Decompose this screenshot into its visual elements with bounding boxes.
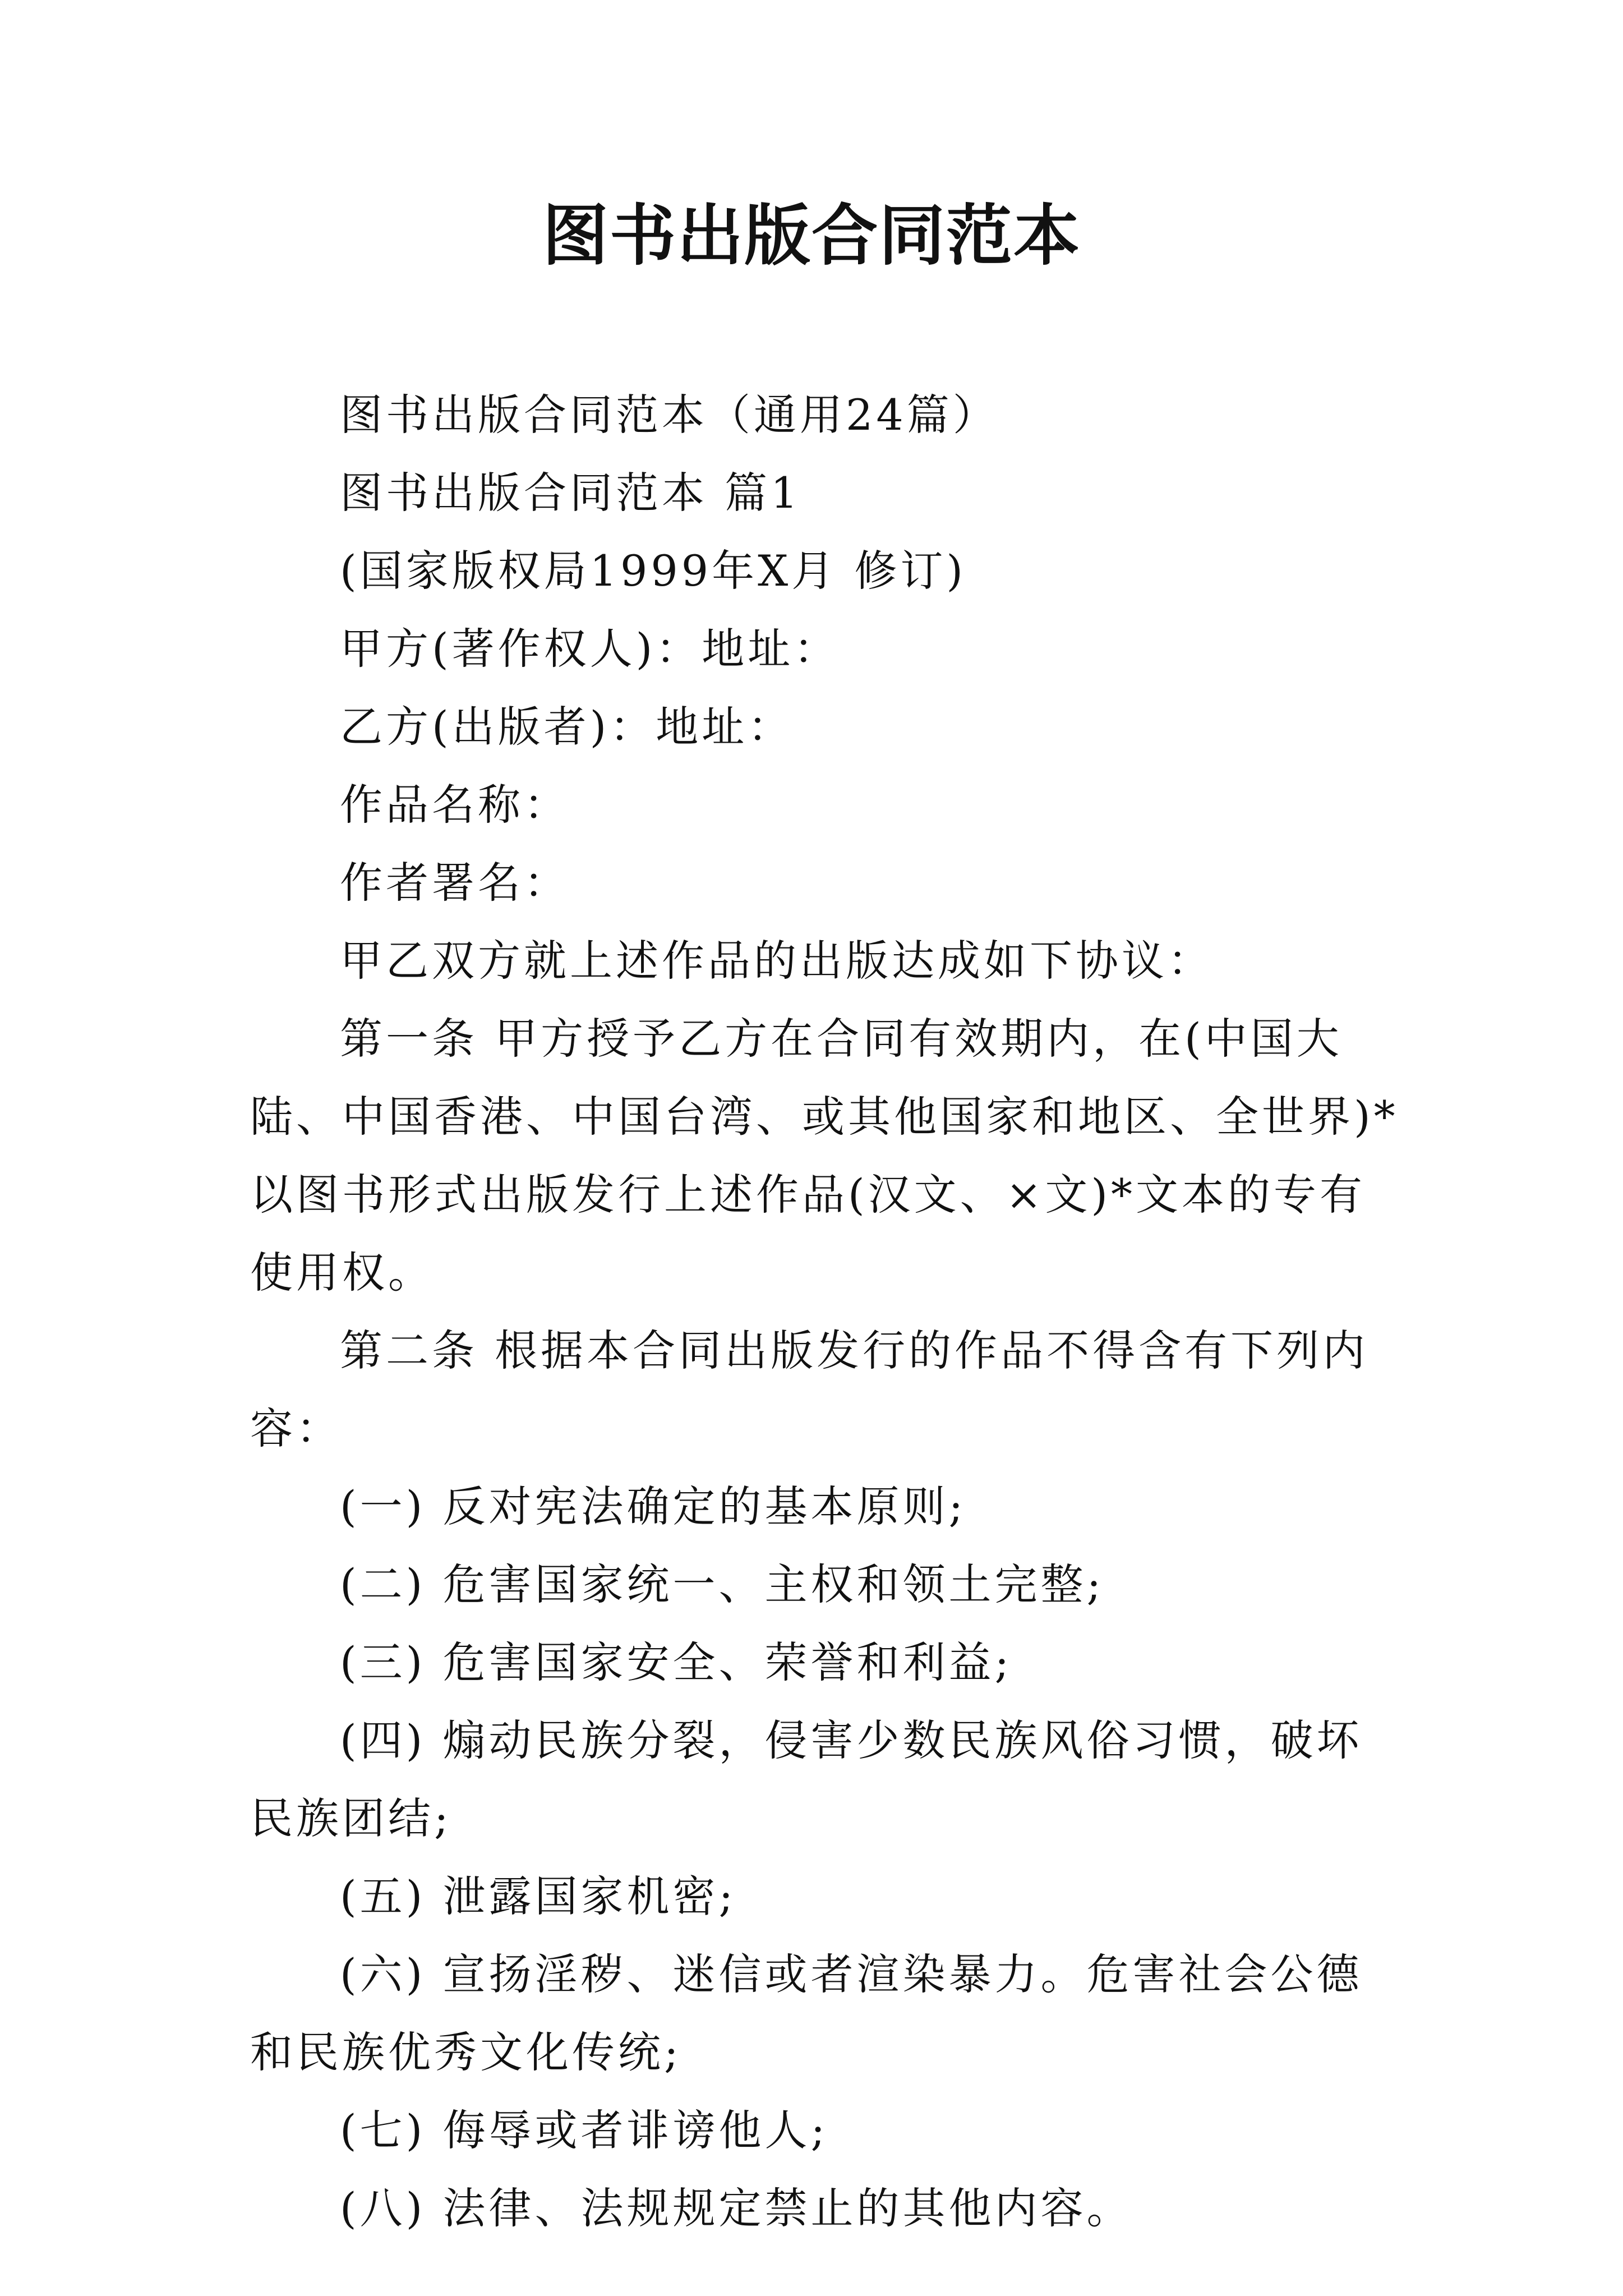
paragraph-party-b: 乙方(出版者)：地址： [340, 702, 794, 752]
paragraph-author-signature: 作者署名： [340, 858, 570, 908]
document-title: 图书出版合同范本 [542, 196, 1081, 274]
list-item-5: (五) 泄露国家机密; [340, 1871, 737, 1921]
paragraph-article-1: 第一条 甲方授予乙方在合同有效期内，在(中国大陆、中国香港、中国台湾、或其他国家和地区、全世界)*以图书形式出版发行上述作品(汉文、×文)*文本的专有使用权。 [250, 1014, 1399, 1297]
list-item-1: (一) 反对宪法确定的基本原则; [340, 1481, 967, 1531]
paragraph-article-2: 第二条 根据本合同出版发行的作品不得含有下列内容： [250, 1326, 1369, 1453]
paragraph-subtitle: 图书出版合同范本（通用24篇） [340, 390, 999, 440]
list-item-3: (三) 危害国家安全、荣誉和利益; [340, 1637, 1013, 1687]
list-item-7: (七) 侮辱或者诽谤他人; [340, 2105, 829, 2155]
list-item-2: (二) 危害国家统一、主权和领土完整; [340, 1559, 1105, 1609]
list-item-8: (八) 法律、法规规定禁止的其他内容。 [340, 2183, 1133, 2233]
paragraph-work-title: 作品名称： [340, 780, 570, 830]
document-body [250, 376, 1405, 2247]
paragraph-party-a: 甲方(著作权人)：地址： [340, 624, 840, 674]
paragraph-revision-note: (国家版权局1999年X月 修订) [340, 546, 966, 596]
paragraph-section-heading: 图书出版合同范本 篇1 [340, 468, 801, 518]
list-item-6: (六) 宣扬淫秽、迷信或者渲染暴力。危害社会公德和民族优秀文化传统; [250, 1949, 1363, 2077]
list-item-4: (四) 煽动民族分裂，侵害少数民族风俗习惯，破坏民族团结; [250, 1715, 1363, 1843]
paragraph-agreement-intro: 甲乙双方就上述作品的出版达成如下协议： [340, 936, 1214, 986]
